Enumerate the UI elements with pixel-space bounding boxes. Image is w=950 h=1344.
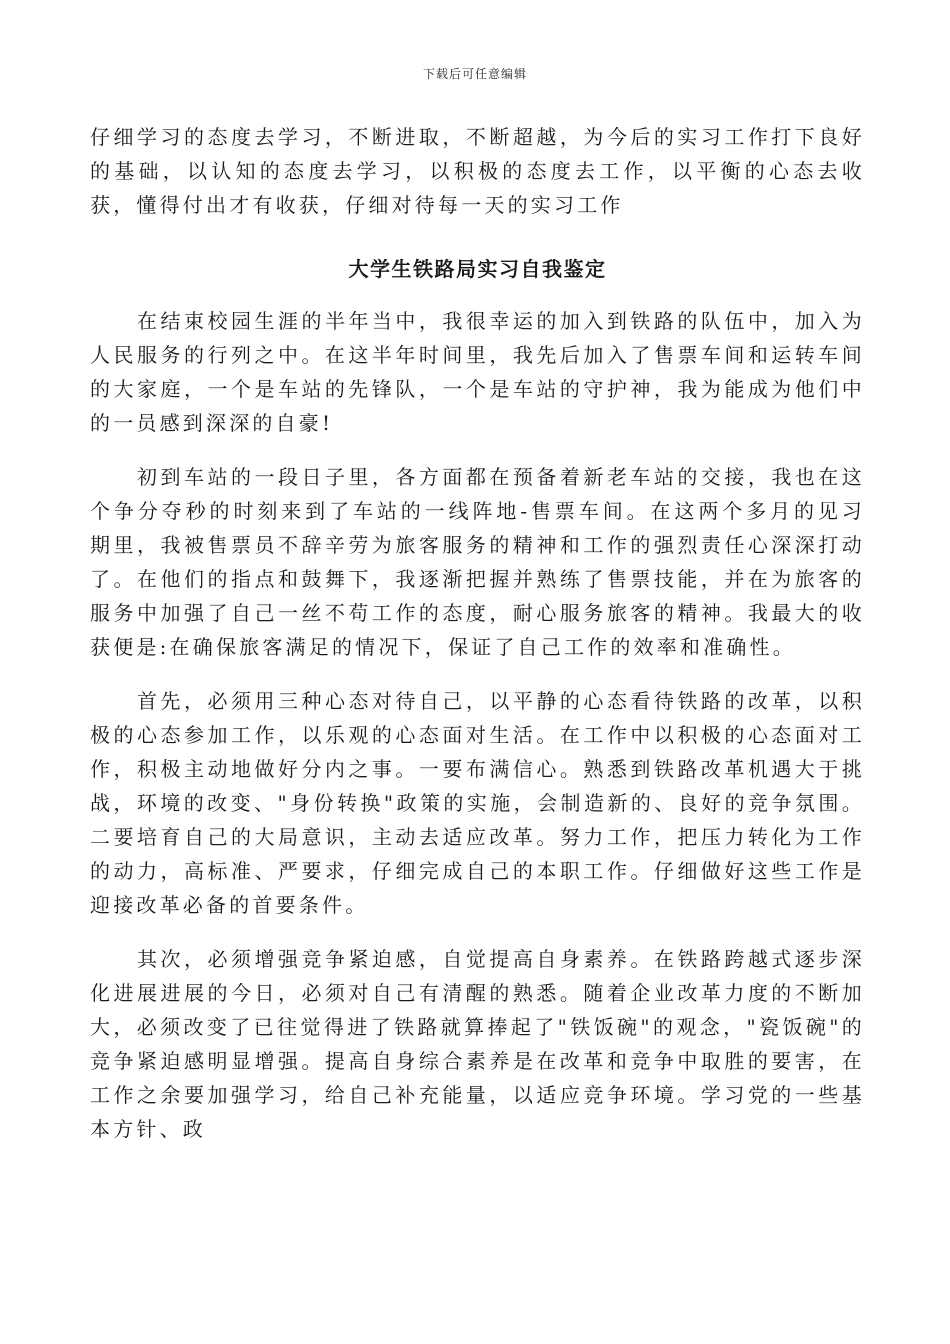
paragraph-4: 其次，必须增强竞争紧迫感，自觉提高自身素养。在铁路跨越式逐步深化进展进展的今日，必须对自己有清醒的熟悉。随着企业改革力度的不断加大，必须改变了已往觉得进了铁路就算捧起了"铁饭碗"的观念，"瓷饭碗"的竞争紧迫感明显增强。提高自身综合素养是在改革和竞争中取胜的要害，在工作之余要加强学习，给自己补充能量，以适应竞争环境。学习党的一些基本方针、政	[90, 947, 865, 1141]
paragraph-2: 初到车站的一段日子里，各方面都在预备着新老车站的交接，我也在这个争分夺秒的时刻来到了车站的一线阵地-售票车间。在这两个多月的见习期里，我被售票员不辞辛劳为旅客服务的精神和工作的强烈责任心深深打动了。在他们的指点和鼓舞下，我逐渐把握并熟练了售票技能，并在为旅客的服务中加强了自己一丝不苟工作的态度，耐心服务旅客的精神。我最大的收获便是:在确保旅客满足的情况下，保证了自己工作的效率和准确性。	[90, 465, 865, 659]
document-body	[90, 120, 865, 1146]
intro-paragraph: 仔细学习的态度去学习，不断进取，不断超越，为今后的实习工作打下良好的基础，以认知的态度去学习，以积极的态度去工作，以平衡的心态去收获，懂得付出才有收获，仔细对待每一天的实习工作	[90, 125, 865, 217]
paragraph-3: 首先，必须用三种心态对待自己，以平静的心态看待铁路的改革，以积极的心态参加工作，以乐观的心态面对生活。在工作中以积极的心态面对工作，积极主动地做好分内之事。一要布满信心。熟悉到铁路改革机遇大于挑战，环境的改变、"身份转换"政策的实施，会制造新的、良好的竞争氛围。二要培育自己的大局意识，主动去适应改革。努力工作，把压力转化为工作的动力，高标准、严要求，仔细完成自己的本职工作。仔细做好这些工作是迎接改革必备的首要条件。	[90, 689, 865, 917]
header-note: 下载后可任意编辑	[422, 67, 527, 81]
document-title: 大学生铁路局实习自我鉴定	[348, 257, 607, 281]
paragraph-1: 在结束校园生涯的半年当中，我很幸运的加入到铁路的队伍中，加入为人民服务的行列之中。在这半年时间里，我先后加入了售票车间和运转车间的大家庭，一个是车站的先锋队，一个是车站的守护神，我为能成为他们中的一员感到深深的自豪!	[90, 309, 865, 435]
